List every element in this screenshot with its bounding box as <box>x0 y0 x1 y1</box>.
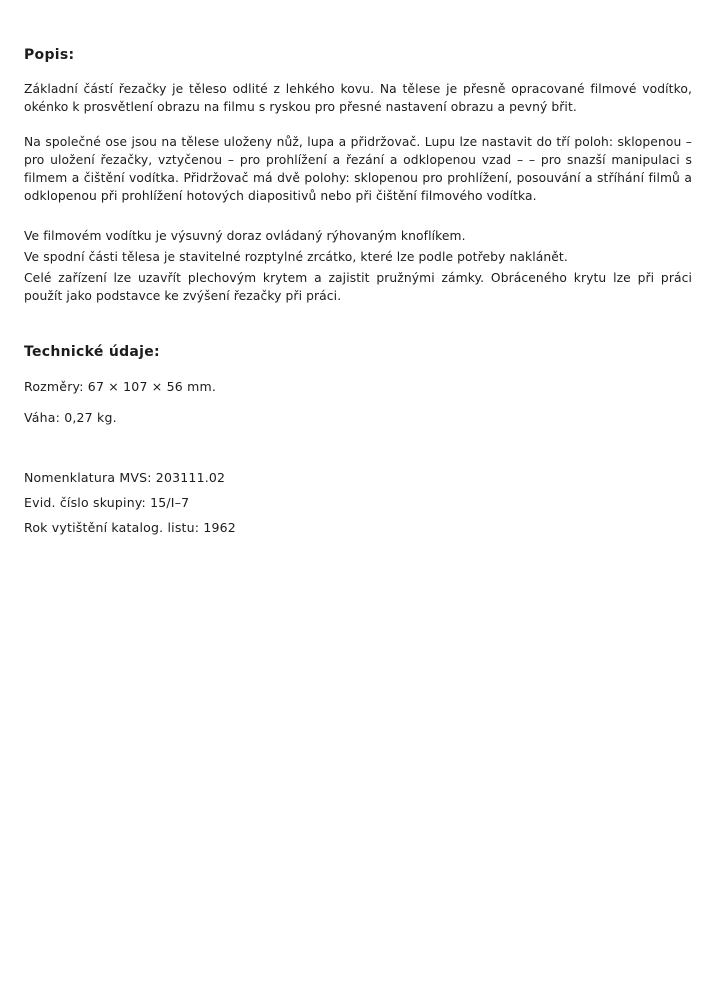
nomenclature-line: Nomenklatura MVS: 203111.02 <box>24 470 226 485</box>
technical-heading: Technické údaje: <box>24 344 160 360</box>
group-number-line: Evid. číslo skupiny: 15/I–7 <box>24 495 190 510</box>
weight-line: Váha: 0,27 kg. <box>24 410 117 425</box>
dimensions-line: Rozměry: 67 × 107 × 56 mm. <box>24 379 217 394</box>
description-paragraph-1: Základní částí řezačky je těleso odlité z lehkého kovu. Na tělese je přesně opracované filmové vodítko, okénko k prosvětlení obrazu na filmu s ryskou pro přesné nastavení obrazu a pevný břit. <box>24 82 692 114</box>
description-paragraph-2: Na společné ose jsou na tělese uloženy nůž, lupa a přidržovač. Lupu lze nastavit do tří poloh: sklopenou – pro uložení řezačky, vztyčenou – pro prohlížení a řezání a odklopenou vzad – – pro snazší manipulaci s filmem a čištění vodítka. Přidržovač má dvě polohy: sklopenou pro prohlížení, posouvání a stříhání filmů a odklopenou při prohlížení hotových diapositivů nebo při čištění filmového vodítka. <box>24 135 692 203</box>
description-paragraph-4: Ve spodní části tělesa je stavitelné rozptylné zrcátko, které lze podle potřeby naklánět. <box>24 250 568 264</box>
print-year-line: Rok vytištění katalog. listu: 1962 <box>24 520 236 535</box>
description-paragraph-3: Ve filmovém vodítku je výsuvný doraz ovládaný rýhovaným knoflíkem. <box>24 229 466 243</box>
description-heading: Popis: <box>24 47 75 63</box>
description-paragraph-5: Celé zařízení lze uzavřít plechovým krytem a zajistit pružnými zámky. Obráceného krytu lze při práci použít jako podstavce ke zvýšení řezačky při práci. <box>24 271 692 303</box>
